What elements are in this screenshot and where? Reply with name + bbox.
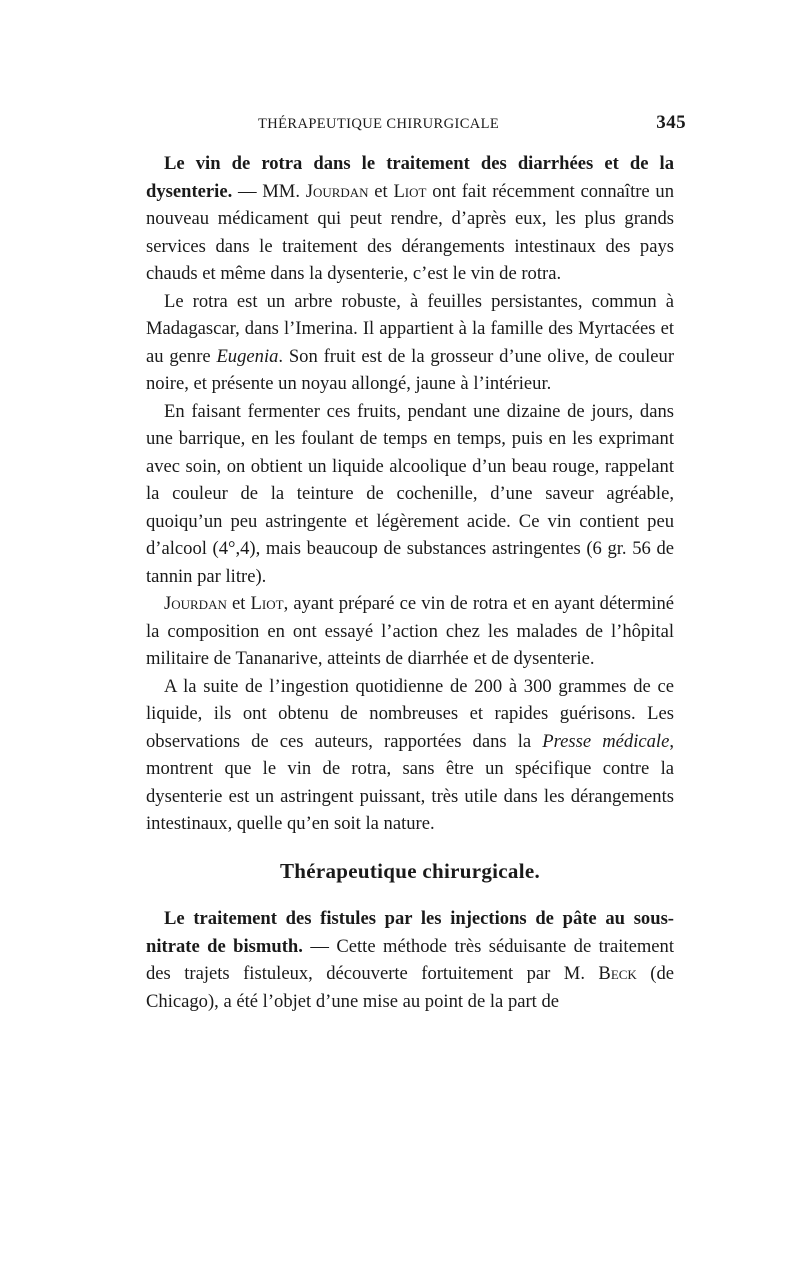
author-name: Liot [250,593,284,614]
journal-name: Presse médicale [542,730,670,752]
text-run: , montrent que le vin de rotra, sans être un spécifique contre la dysenterie est un astringent puissant, très utile dans les dérangements intestinaux, quelle qu’en soit la nature. [146,730,674,834]
running-head-title: THÉRAPEUTIQUE CHIRURGICALE [258,116,500,132]
text-run: — Cette méthode très séduisante de traitement des trajets fistuleux, découverte fortuitement par M. [146,935,674,984]
article-fistules [146,905,674,1015]
text-run: (de Chicago), a été l’objet d’une mise au point de la part de [146,963,675,1012]
author-name: Jourdan [164,593,227,614]
text-run: et [368,180,394,202]
paragraph-trial [146,590,674,673]
paragraph-rotra-tree [146,288,674,398]
text-run: , ayant préparé ce vin de rotra et en ayant déterminé la composition en ont essayé l’action chez les malades de l’hôpital militaire de Tananarive, atteints de diarrhée et de dysenterie. [146,593,675,669]
author-name: Beck [598,963,637,984]
paragraph-results [146,673,674,838]
text-run: — MM. [232,180,306,202]
paragraph-fermentation: En faisant fermenter ces fruits, pendant une dizaine de jours, dans une barrique, en les foulant de temps en temps, puis en les exprimant avec soin, on obtient un liquide alcoolique d’un beau rouge, rappelant la couleur de la teinture de cochenille, d’une saveur agréable, quoiqu’un peu astringente et légèrement acide. Ce vin contient peu d’alcool (4°,4), mais beaucoup de substances astringentes (6 gr. 56 de tannin par litre). [146,400,674,587]
section-heading: Thérapeutique chirurgicale. [279,858,541,883]
author-name: Liot [393,180,427,202]
text-run: A la suite de l’ingestion quotidienne de 200 à 300 grammes de ce liquide, ils ont obtenu de nombreuses et rapides guérisons. Les observations de ces auteurs, rapportées dans la [146,675,674,752]
article-title-rotra: Le vin de rotra dans le traitement des diarrhées et de la dysenterie. [146,153,674,202]
article-rotra-intro [146,150,674,288]
body-text [146,150,674,1015]
text-run: ont fait récemment connaître un nouveau médicament qui peut rendre, d’après eux, les plus grands services dans le traitement des dérangements intestinaux des pays chauds et même dans la dysenterie, c’est le vin de rotra. [146,180,674,284]
author-name: Jourdan [305,180,369,202]
text-run: Le rotra est un arbre robuste, à feuilles persistantes, commun à Madagascar, dans l’Imerina. Il appartient à la famille des Myrtacées et au genre [146,290,674,367]
text-run: et [226,593,251,614]
text-run: . Son fruit est de la grosseur d’une olive, de couleur noire, et présente un noyau allongé, jaune à l’intérieur. [146,345,675,394]
page-number: 345 [656,112,686,133]
genus-name: Eugenia [216,345,279,367]
article-title-fistules: Le traitement des fistules par les injections de pâte au sous-nitrate de bismuth. [146,908,674,957]
